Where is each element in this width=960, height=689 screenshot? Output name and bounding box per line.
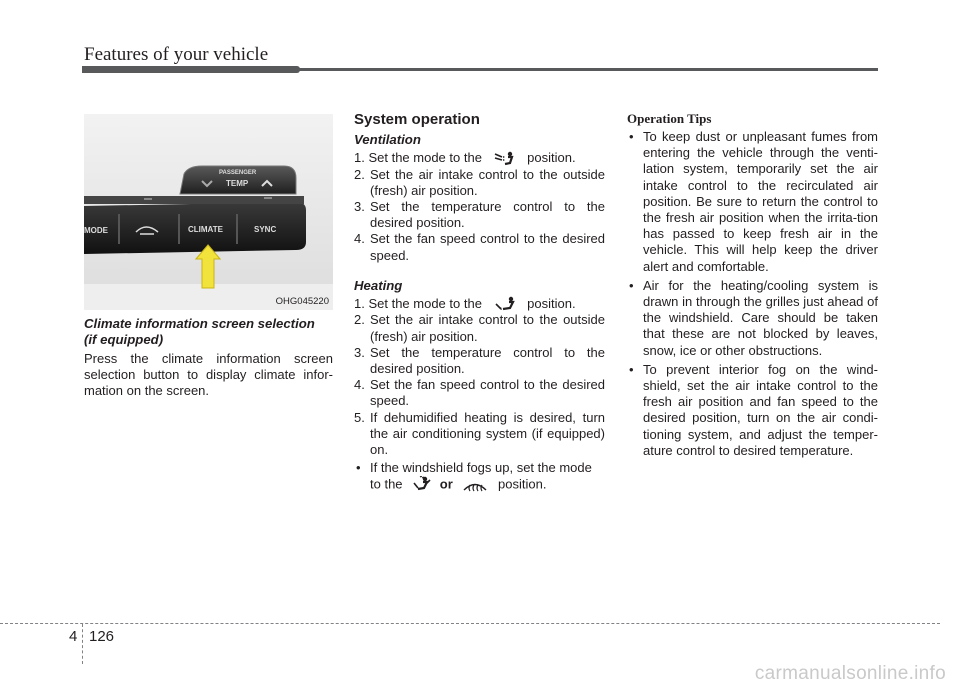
heating-windshield-bullet <box>354 460 605 494</box>
label-temp: TEMP <box>226 179 249 188</box>
label-mode: MODE <box>84 226 108 235</box>
step-number: 2. <box>354 312 365 328</box>
floor-mode-icon <box>492 296 518 312</box>
step-text: Set the air intake control to the outside (fresh) air position. <box>370 166 605 198</box>
footer-divider <box>82 624 83 664</box>
heating-step-4 <box>354 377 605 409</box>
bullet-mark: • <box>629 361 634 377</box>
climate-panel-illustration <box>84 114 333 310</box>
label-passenger: PASSENGER <box>219 170 257 176</box>
heating-step-1-end: position. <box>527 295 576 311</box>
step-text: Set the fan speed control to the desired speed. <box>370 231 605 263</box>
heating-step-1-text: 1. Set the mode to the <box>354 295 482 311</box>
ventilation-step-1-end: position. <box>527 150 576 165</box>
figure-caption-line1: Climate information screen selection <box>84 316 315 331</box>
operation-tips-title: Operation Tips <box>627 111 712 126</box>
header-rule-tab <box>82 66 300 73</box>
step-number: 2. <box>354 166 365 182</box>
step-number: 5. <box>354 409 365 425</box>
ventilation-step-4 <box>354 231 605 263</box>
label-sync: SYNC <box>254 225 277 234</box>
bullet-mark: • <box>356 460 361 476</box>
step-text: Set the temperature control to the desired position. <box>370 344 605 376</box>
step-text: Set the temperature control to the desired position. <box>370 198 605 231</box>
tip-text: Air for the heating/cooling system is drawn in through the grilles just ahead of the windshield. Care should be taken that these are not blocked by leaves, snow, ice or other obstructions. <box>643 277 878 358</box>
footer-rule <box>0 623 940 624</box>
bullet-text-position: position. <box>498 476 547 492</box>
climate-info-description: Press the climate information screen selection button to display climate infor-mation on the screen. <box>84 351 333 399</box>
ventilation-step-1 <box>354 150 605 167</box>
floor-defrost-mode-icon <box>410 476 434 494</box>
heating-step-1 <box>354 296 605 313</box>
heating-heading: Heating <box>354 277 403 293</box>
system-operation-title: System operation <box>354 111 480 128</box>
step-number: 4. <box>354 231 365 247</box>
bullet-text-or: or <box>439 476 453 492</box>
chapter-number: 4 <box>69 628 78 645</box>
bullet-mark: • <box>629 277 634 293</box>
right-column <box>627 111 878 459</box>
bullet-text-to: to the <box>370 476 403 492</box>
ventilation-step-2 <box>354 167 605 199</box>
middle-column <box>354 111 605 494</box>
figure-caption-line2: (if equipped) <box>84 332 164 347</box>
step-number: 3. <box>354 198 365 214</box>
tip-text: To keep dust or unpleasant fumes from entering the vehicle through the venti-lation system, temporarily set the air intake control to the recirculated air position. Be sure to return the control to the fresh air position when the irrita-tion has passed to keep fresh air in the vehicle. This will help keep the driver alert and comfortable. <box>643 129 878 274</box>
bullet-text-line1: If the windshield fogs up, set the mode <box>370 460 592 476</box>
step-number: 3. <box>354 344 365 360</box>
step-text: If dehumidified heating is desired, turn the air conditioning system (if equipped) on. <box>370 409 605 457</box>
vent-mode-icon <box>492 151 518 167</box>
heating-step-5 <box>354 410 605 459</box>
tip-item <box>627 129 878 275</box>
step-text: Set the air intake control to the outside (fresh) air position. <box>370 312 605 344</box>
header-rule <box>82 68 878 71</box>
label-climate: CLIMATE <box>188 225 223 234</box>
defrost-icon <box>462 477 488 493</box>
watermark: carmanualsonline.info <box>754 663 946 684</box>
tip-item <box>627 278 878 359</box>
tip-text: To prevent interior fog on the wind-shield, set the air intake control to the fresh air position and fan speed to the desired position, turn on the air condi-tioning system, and adjust the temper-ature control to desired temperature. <box>643 361 878 458</box>
page-header-title: Features of your vehicle <box>84 44 269 65</box>
ventilation-step-3 <box>354 199 605 231</box>
heating-step-3 <box>354 345 605 377</box>
ventilation-heading: Ventilation <box>354 132 421 147</box>
step-number: 4. <box>354 377 365 393</box>
bullet-mark: • <box>629 129 634 144</box>
ventilation-step-1-text: 1. Set the mode to the <box>354 150 482 165</box>
figure-code: OHG045220 <box>275 296 329 307</box>
left-column <box>84 316 333 400</box>
step-text: Set the fan speed control to the desired speed. <box>370 377 605 409</box>
climate-panel-figure <box>84 114 333 310</box>
page-number: 126 <box>89 628 115 645</box>
heating-step-2 <box>354 312 605 344</box>
tip-item <box>627 362 878 459</box>
